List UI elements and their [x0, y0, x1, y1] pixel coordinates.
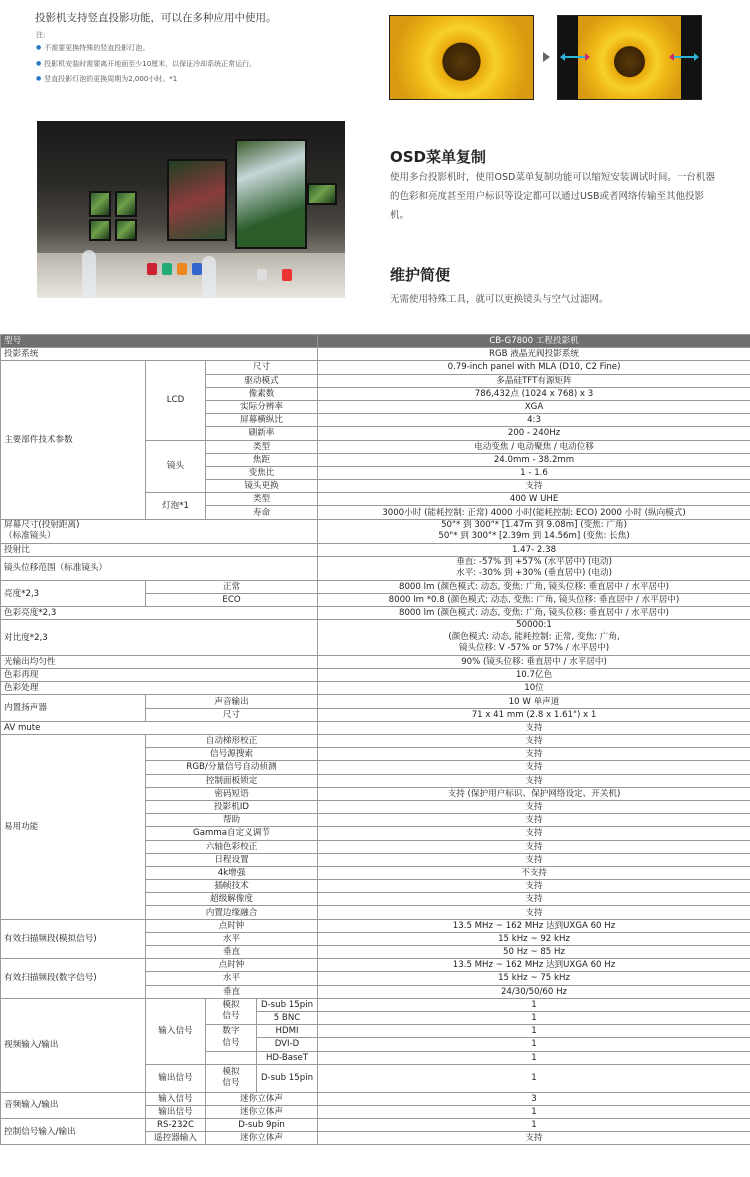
row-value: 支持: [318, 480, 750, 493]
row-key: 迷你立体声: [206, 1105, 318, 1118]
audio-io-label: 音频输入/输出: [1, 1092, 146, 1118]
intro-text: 投影机支持竖直投影功能，可以在多种应用中使用。: [35, 12, 277, 24]
table-row: [1, 361, 750, 374]
screen-size-label: 屏幕尺寸(投射距离) （标准镜头）: [1, 519, 318, 543]
row-key: 内置边缘融合: [146, 906, 318, 919]
table-row: [1, 1092, 750, 1105]
row-value: 8000 lm *0.8 (颜色模式: 动态, 变焦: 广角, 镜头位移: 垂直居中 / 水平居中): [318, 594, 750, 607]
row-value: 71 x 41 mm (2.8 x 1.61") x 1: [318, 708, 750, 721]
row-value: 多晶硅TFT有源矩阵: [318, 374, 750, 387]
system-label: 投影系统: [1, 348, 318, 361]
throw-ratio-value: 1.47- 2.38: [318, 543, 750, 556]
row-value: 50 Hz ~ 85 Hz: [318, 946, 750, 959]
video-input-label: 输入信号: [146, 998, 206, 1064]
row-value: 1: [318, 1064, 750, 1092]
row-value: 1: [318, 1051, 750, 1064]
row-key: 4k增强: [146, 866, 318, 879]
sunflower-normal-image: [389, 15, 534, 100]
row-value: 不支持: [318, 866, 750, 879]
row-value: 1: [318, 1119, 750, 1132]
avmute-label: AV mute: [1, 721, 318, 734]
table-row: [1, 959, 750, 972]
row-value: 支持: [318, 840, 750, 853]
audio-input-label: 输入信号: [146, 1092, 206, 1105]
row-key: RGB/分量信号自动侦测: [146, 761, 318, 774]
color-proc-label: 色彩处理: [1, 682, 318, 695]
row-key: 尺寸: [146, 708, 318, 721]
row-value: 支持: [318, 748, 750, 761]
control-io-label: 控制信号输入/输出: [1, 1119, 146, 1145]
osd-description: 使用多台投影机时，使用OSD菜单复制功能可以缩短安装调试时间。一台机器的色彩和亮度甚至用户标识等设定都可以通过USB或者网络传输至其他投影机。: [390, 172, 715, 221]
table-row: [1, 543, 750, 556]
row-value: 支持: [318, 906, 750, 919]
table-row: [1, 669, 750, 682]
row-value: 8000 lm (颜色模式: 动态, 变焦: 广角, 镜头位移: 垂直居中 / 水平居中): [318, 580, 750, 593]
row-value: 支持: [318, 893, 750, 906]
row-value: 1: [318, 1105, 750, 1118]
note-item: ● 不需要更换特殊的竖直投影灯泡。: [36, 41, 256, 57]
row-value: 支持: [318, 774, 750, 787]
row-key: 实际分辨率: [206, 400, 318, 413]
color-brightness-value: 8000 lm (颜色模式: 动态, 变焦: 广角, 镜头位移: 垂直居中 / 水平居中): [318, 607, 750, 620]
maintenance-description: 无需使用特殊工具，就可以更换镜头与空气过滤网。: [390, 294, 609, 305]
lcd-label: LCD: [146, 361, 206, 440]
speaker-label: 内置扬声器: [1, 695, 146, 721]
row-value: XGA: [318, 400, 750, 413]
audio-output-label: 输出信号: [146, 1105, 206, 1118]
note-item: ● 投影机安装时需要离开地面至少10厘米，以保证冷却系统正常运行。: [36, 57, 256, 73]
ease-label: 易用功能: [1, 735, 146, 920]
row-value: 24/30/50/60 Hz: [318, 985, 750, 998]
note-label: 注:: [36, 31, 46, 39]
row-key: 垂直: [146, 985, 318, 998]
row-key: 寿命: [206, 506, 318, 519]
row-value: 支持: [318, 814, 750, 827]
row-key: 声音输出: [146, 695, 318, 708]
row-key: 迷你立体声: [206, 1092, 318, 1105]
double-arrow-icon: [673, 56, 695, 58]
table-row: [1, 721, 750, 734]
maintenance-title: 维护简便: [390, 266, 451, 284]
row-value: 支持: [318, 853, 750, 866]
throw-ratio-label: 投射比: [1, 543, 318, 556]
lens-shift-label: 镜头位移范围（标准镜头）: [1, 556, 318, 580]
row-key: HDMI: [257, 1025, 318, 1038]
double-arrow-icon: [564, 56, 586, 58]
row-value: 1 - 1.6: [318, 466, 750, 479]
remote-input-label: 遥控器输入: [146, 1132, 206, 1145]
row-value: 200 - 240Hz: [318, 427, 750, 440]
row-value: 3: [318, 1092, 750, 1105]
row-key: D-sub 9pin: [206, 1119, 318, 1132]
row-key: 帮助: [146, 814, 318, 827]
avmute-value: 支持: [318, 721, 750, 734]
row-key: 点时钟: [146, 959, 318, 972]
row-value: 13.5 MHz ~ 162 MHz 达到UXGA 60 Hz: [318, 919, 750, 932]
row-key: ECO: [146, 594, 318, 607]
row-key: 密码短语: [146, 787, 318, 800]
row-key: 镜头更换: [206, 480, 318, 493]
row-key: 类型: [206, 440, 318, 453]
row-key: 刷新率: [206, 427, 318, 440]
row-value: 3000小时 (能耗控制: 正常) 4000 小时(能耗控制: ECO) 2000 小时 (纵向模式): [318, 506, 750, 519]
table-row: [1, 607, 750, 620]
row-value: 支持 (保护用户标识、保护网络设定、开关机): [318, 787, 750, 800]
table-row: [1, 998, 750, 1011]
table-row: [1, 556, 750, 580]
scan-digital-label: 有效扫描频段(数字信号): [1, 959, 146, 999]
row-key: HD-BaseT: [257, 1051, 318, 1064]
contrast-value: 50000:1 (颜色模式: 动态, 能耗控制: 正常, 变焦: 广角, 镜头位移: V -57% or 57% / 水平居中): [318, 620, 750, 656]
row-key: 信号源搜索: [146, 748, 318, 761]
system-value: RGB 液晶光阀投影系统: [318, 348, 750, 361]
main-components-label: 主要部件技术参数: [1, 361, 146, 519]
row-value: 支持: [318, 761, 750, 774]
row-key: 驱动模式: [206, 374, 318, 387]
row-key: 六轴色彩校正: [146, 840, 318, 853]
row-value: 0.79-inch panel with MLA (D10, C2 Fine): [318, 361, 750, 374]
table-row: [1, 1119, 750, 1132]
analog-signal-label: 模拟 信号: [206, 998, 257, 1024]
color-repro-value: 10.7亿色: [318, 669, 750, 682]
analog-signal-label: 模拟 信号: [206, 1064, 257, 1092]
row-value: 786,432点 (1024 x 768) x 3: [318, 387, 750, 400]
row-key: 焦距: [206, 453, 318, 466]
lens-shift-value: 垂直: -57% 到 +57% (水平居中) (电动) 水平: -30% 到 +30% (垂直居中) (电动): [318, 556, 750, 580]
row-value: 13.5 MHz ~ 162 MHz 达到UXGA 60 Hz: [318, 959, 750, 972]
table-row: [1, 655, 750, 668]
table-row: [1, 580, 750, 593]
osd-title: OSD菜单复制: [390, 148, 487, 166]
row-key: D-sub 15pin: [257, 998, 318, 1011]
table-row: [1, 735, 750, 748]
exhibition-hall-photo: [37, 121, 345, 298]
row-key: 变焦比: [206, 466, 318, 479]
uniformity-label: 光输出均匀性: [1, 655, 318, 668]
row-key: 正常: [146, 580, 318, 593]
row-key: DVI-D: [257, 1038, 318, 1051]
lens-label: 镜头: [146, 440, 206, 493]
row-value: 电动变焦 / 电动聚焦 / 电动位移: [318, 440, 750, 453]
brightness-label: 亮度*2,3: [1, 580, 146, 606]
table-row: [1, 919, 750, 932]
row-key: 5 BNC: [257, 1011, 318, 1024]
table-row: [1, 519, 750, 543]
row-key: 控制面板锁定: [146, 774, 318, 787]
row-value: 15 kHz ~ 92 kHz: [318, 932, 750, 945]
row-key: 水平: [146, 972, 318, 985]
row-value: 支持: [318, 735, 750, 748]
color-proc-value: 10位: [318, 682, 750, 695]
row-key: 投影机ID: [146, 800, 318, 813]
row-key: D-sub 15pin: [257, 1064, 318, 1092]
row-key: 类型: [206, 493, 318, 506]
spec-table: [0, 334, 750, 1145]
lamp-label: 灯泡*1: [146, 493, 206, 519]
row-value: 支持: [318, 827, 750, 840]
digital-signal-label: 数字 信号: [206, 1025, 257, 1051]
row-key: 自动梯形校正: [146, 735, 318, 748]
color-repro-label: 色彩再现: [1, 669, 318, 682]
contrast-label: 对比度*2,3: [1, 620, 318, 656]
row-key: 尺寸: [206, 361, 318, 374]
row-value: 支持: [318, 1132, 750, 1145]
uniformity-value: 90% (镜头位移: 垂直居中 / 水平居中): [318, 655, 750, 668]
model-label: 型号: [1, 335, 318, 348]
sunflower-shifted-image: [557, 15, 702, 100]
table-row: [1, 335, 750, 348]
scan-analog-label: 有效扫描频段(模拟信号): [1, 919, 146, 959]
row-value: 1: [318, 998, 750, 1011]
table-row: [1, 620, 750, 656]
row-value: 支持: [318, 880, 750, 893]
video-io-label: 视频输入/输出: [1, 998, 146, 1092]
table-row: [1, 695, 750, 708]
row-key: 日程设置: [146, 853, 318, 866]
row-key: 屏幕横纵比: [206, 414, 318, 427]
table-row: [1, 682, 750, 695]
row-value: 400 W UHE: [318, 493, 750, 506]
row-value: 1: [318, 1011, 750, 1024]
rs232c-label: RS-232C: [146, 1119, 206, 1132]
row-key: 像素数: [206, 387, 318, 400]
row-key: Gamma自定义调节: [146, 827, 318, 840]
note-item: ● 竖直投影灯泡的更换周期为2,000小时。*1: [36, 72, 256, 88]
table-row: [1, 348, 750, 361]
model-value: CB-G7800 工程投影机: [318, 335, 750, 348]
row-value: 1: [318, 1025, 750, 1038]
row-key: 迷你立体声: [206, 1132, 318, 1145]
row-value: 10 W 单声道: [318, 695, 750, 708]
row-value: 4:3: [318, 414, 750, 427]
screen-size-value: 50"* 到 300"* [1.47m 到 9.08m] (变焦: 广角) 50"* 到 300"* [2.39m 到 14.56m] (变焦: 长焦): [318, 519, 750, 543]
arrow-right-icon: [543, 52, 550, 62]
notes-list: [36, 41, 256, 88]
row-key: 插帧技术: [146, 880, 318, 893]
row-key: 水平: [146, 932, 318, 945]
video-output-label: 输出信号: [146, 1064, 206, 1092]
row-key: 垂直: [146, 946, 318, 959]
row-value: 1: [318, 1038, 750, 1051]
row-value: 支持: [318, 800, 750, 813]
row-value: 24.0mm - 38.2mm: [318, 453, 750, 466]
row-value: 15 kHz ~ 75 kHz: [318, 972, 750, 985]
row-key: 超级解像度: [146, 893, 318, 906]
color-brightness-label: 色彩亮度*2,3: [1, 607, 318, 620]
row-key: 点时钟: [146, 919, 318, 932]
